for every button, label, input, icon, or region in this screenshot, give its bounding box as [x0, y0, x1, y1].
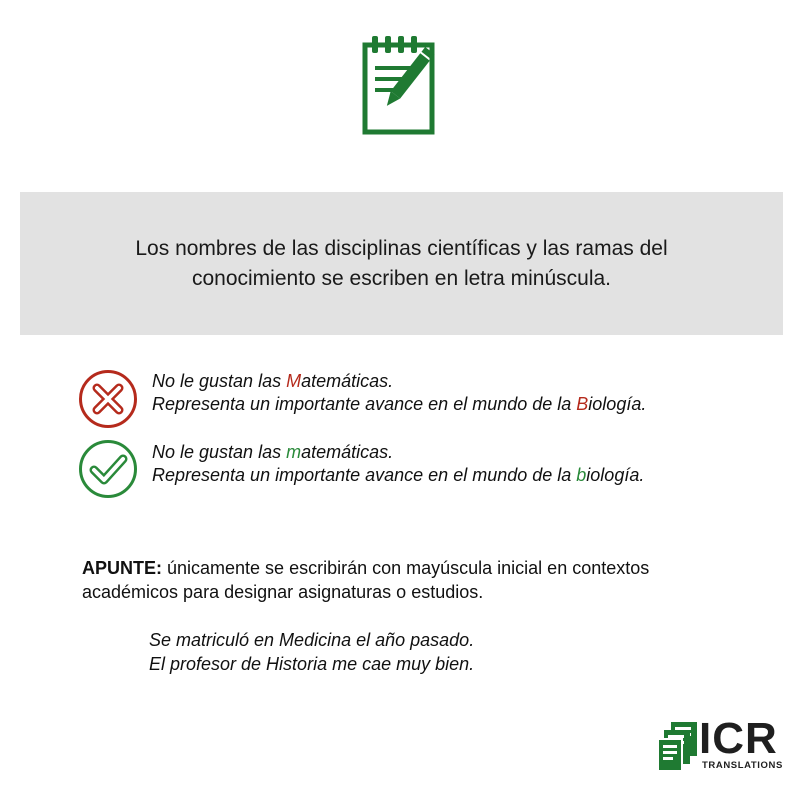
note-example-1: Se matriculó en Medicina el año pasado.: [149, 630, 475, 650]
correct-example: [152, 441, 644, 487]
rule-text: Los nombres de las disciplinas científicas y las ramas del conocimiento se escriben en letra minúscula.: [135, 236, 668, 290]
correct-example-line-2: Representa un importante avance en el mundo de la biología.: [152, 465, 645, 485]
note-example-2: El profesor de Historia me cae muy bien.: [149, 654, 475, 674]
correct-example-line-1: No le gustan las matemáticas.: [152, 442, 394, 462]
document-stack-icon: [657, 722, 699, 772]
wrong-example: [152, 370, 646, 416]
note-text: únicamente se escribirán con mayúscula inicial en contextos académicos para designar asignaturas o estudios.: [82, 558, 650, 602]
wrong-example-line-1: No le gustan las Matemáticas.: [152, 371, 394, 391]
wrong-example-line-2: Representa un importante avance en el mundo de la Biología.: [152, 394, 647, 414]
correct-highlight-letter: m: [286, 442, 302, 462]
logo-name: ICR: [699, 714, 778, 763]
correct-highlight-letter: b: [576, 465, 587, 485]
check-circle-icon: [78, 439, 138, 499]
rule-box: [20, 192, 783, 335]
logo-subtitle: TRANSLATIONS: [702, 760, 783, 771]
note-label: APUNTE:: [82, 558, 162, 578]
note-paragraph: [82, 556, 742, 604]
wrong-highlight-letter: M: [286, 371, 302, 391]
x-circle-icon: [78, 369, 138, 429]
note-examples: [149, 628, 474, 676]
wrong-highlight-letter: B: [576, 394, 589, 414]
icr-logo: [657, 714, 783, 774]
notepad-pencil-icon: [355, 35, 460, 137]
